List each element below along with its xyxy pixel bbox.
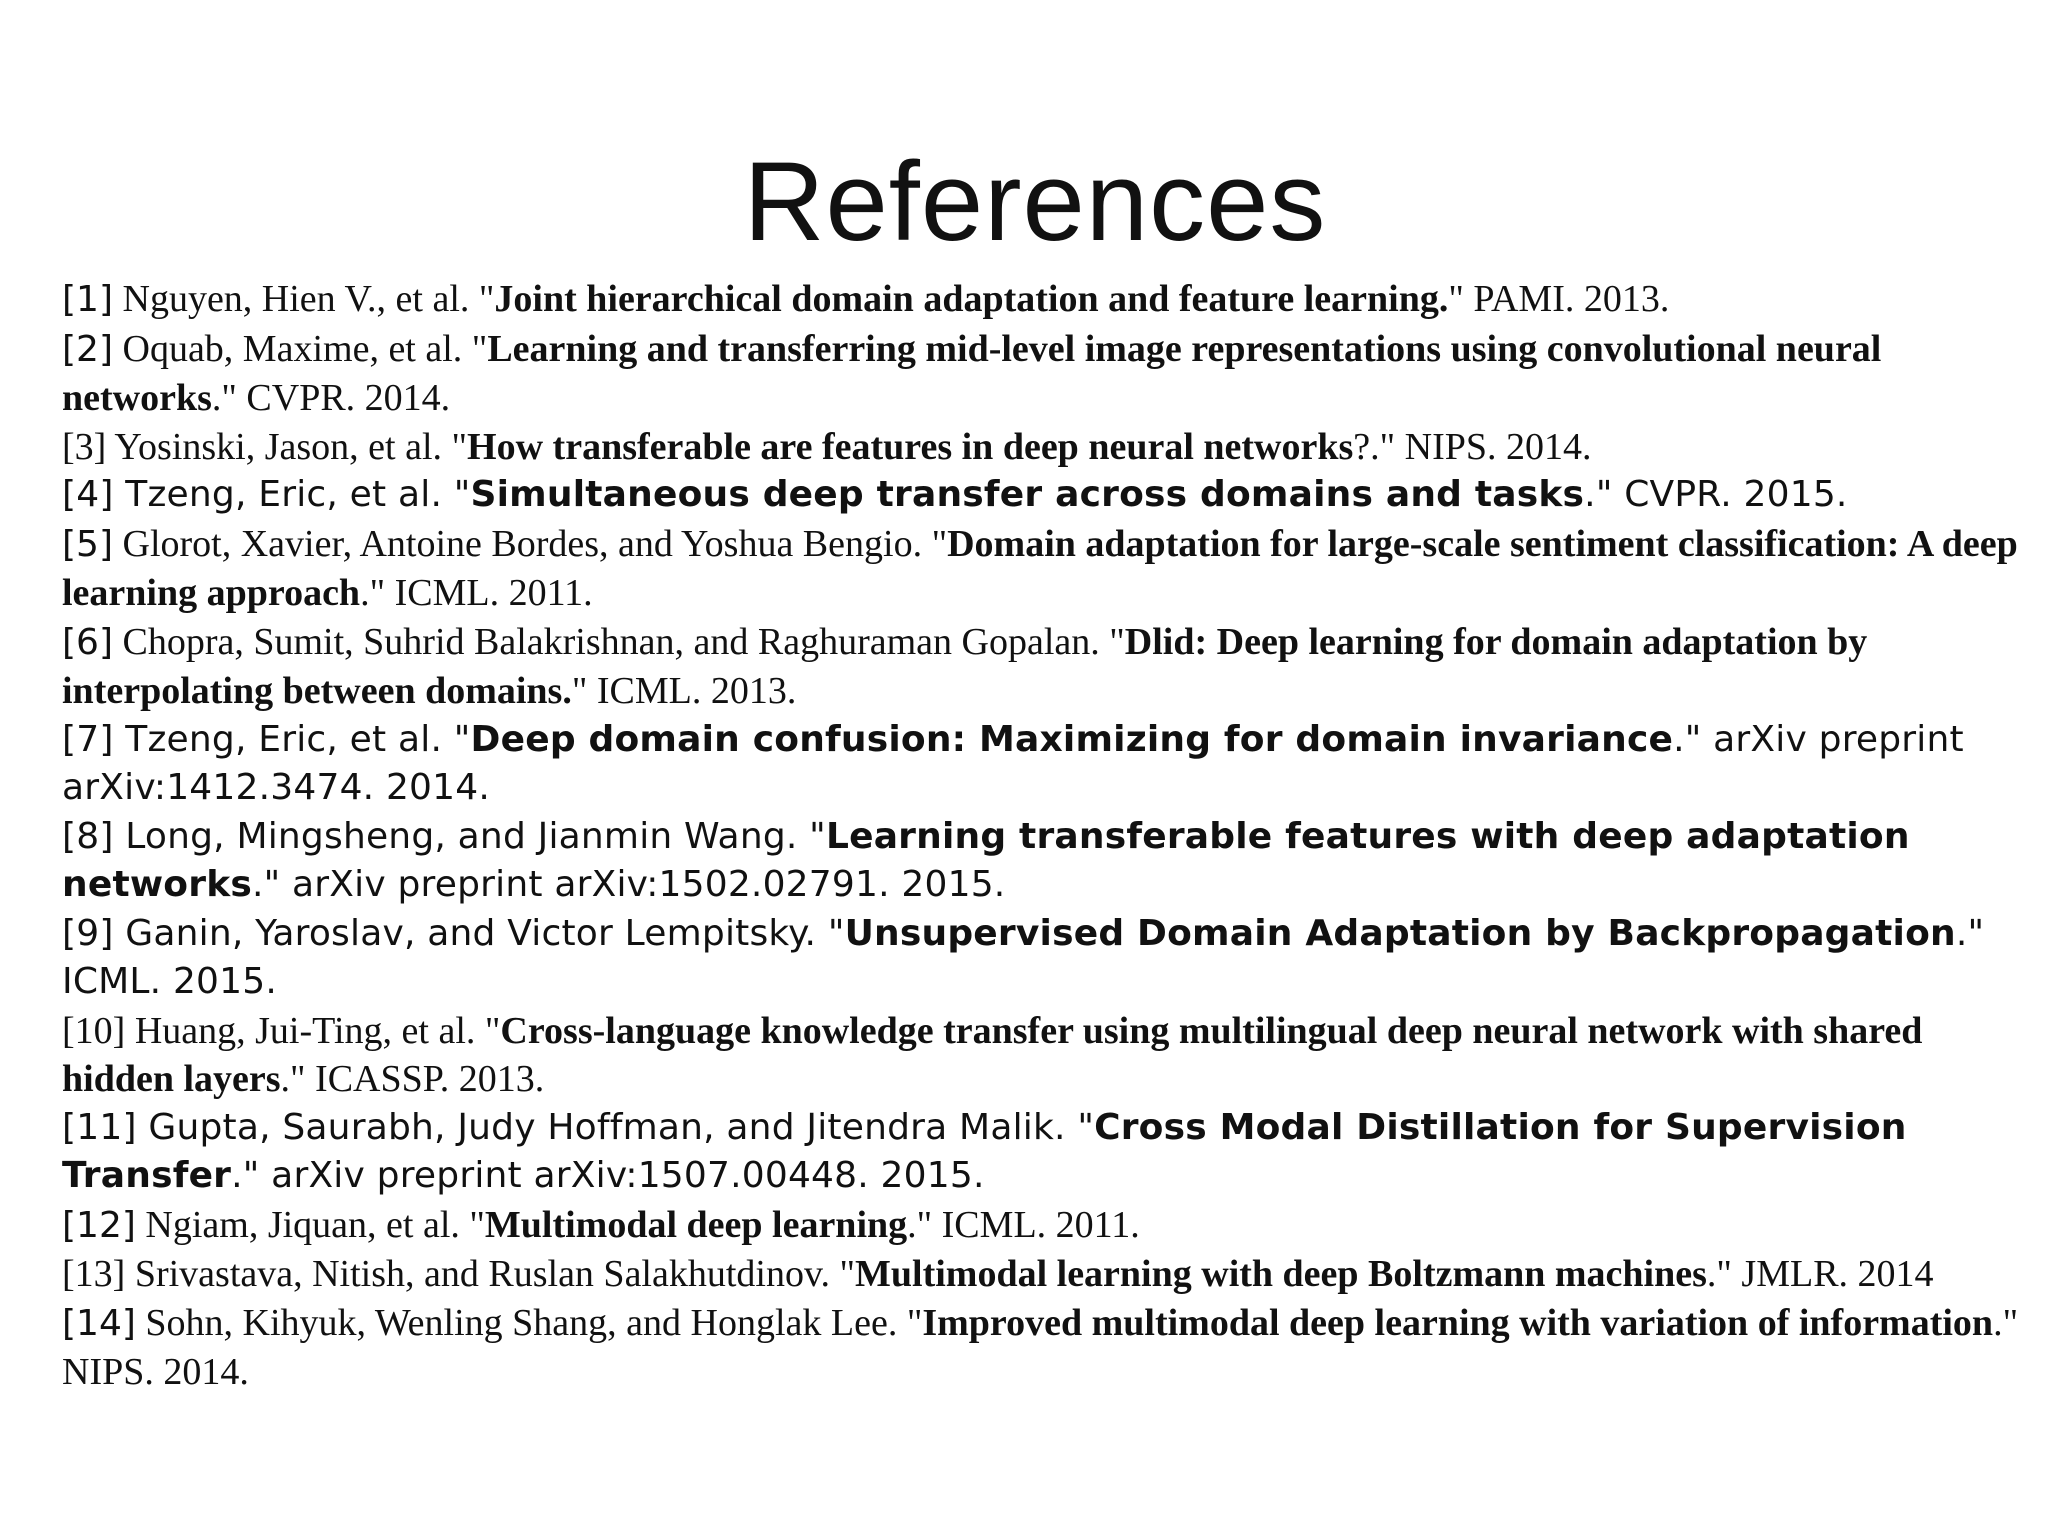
reference-item-7 xyxy=(62,716,2022,813)
reference-venue: " PAMI. 2013. xyxy=(1448,278,1670,320)
reference-authors: Nguyen, Hien V., et al. " xyxy=(113,278,495,320)
reference-item-13 xyxy=(62,1250,2022,1299)
reference-authors: Tzeng, Eric, et al. " xyxy=(113,474,471,515)
reference-number: [5] xyxy=(62,523,113,565)
reference-number: [11] xyxy=(62,1106,137,1148)
reference-item-14 xyxy=(62,1299,2022,1397)
reference-number: [8] xyxy=(62,815,114,857)
reference-venue: ." JMLR. 2014 xyxy=(1706,1253,1934,1295)
reference-authors: Yosinski, Jason, et al. " xyxy=(106,425,468,468)
reference-venue: ." CVPR. 2014. xyxy=(211,377,451,419)
reference-venue: ." arXiv preprint arXiv:1502.02791. 2015. xyxy=(251,864,1006,905)
reference-item-1 xyxy=(62,275,2022,325)
reference-title: Learning and transferring mid-level image representations using convolutional neural networks xyxy=(62,327,1882,419)
reference-number: [9] xyxy=(62,912,114,954)
reference-venue: ?." NIPS. 2014. xyxy=(1353,425,1592,468)
reference-item-2 xyxy=(62,325,2022,423)
reference-item-5 xyxy=(62,520,2022,618)
reference-venue: ." ICML. 2011. xyxy=(360,572,593,614)
reference-item-4 xyxy=(62,471,2022,520)
reference-authors: Tzeng, Eric, et al. " xyxy=(113,718,471,760)
slide-title: References xyxy=(743,139,1327,264)
reference-item-9 xyxy=(62,910,2022,1007)
reference-title: Multimodal learning with deep Boltzmann machines xyxy=(855,1253,1707,1295)
reference-title: Simultaneous deep transfer across domains and tasks xyxy=(470,474,1585,515)
reference-title: Deep domain confusion: Maximizing for domain invariance xyxy=(470,718,1674,760)
reference-title: Dlid: Deep learning for domain adaptation by interpolating between domains. xyxy=(62,620,1868,712)
reference-item-6 xyxy=(62,618,2022,716)
reference-authors: Srivastava, Nitish, and Ruslan Salakhutdinov. " xyxy=(125,1253,856,1295)
reference-venue: ." arXiv preprint arXiv:1507.00448. 2015. xyxy=(231,1155,985,1196)
reference-item-11 xyxy=(62,1104,2022,1201)
reference-venue: ." ICML. 2011. xyxy=(907,1203,1140,1246)
reference-item-3 xyxy=(62,423,2022,472)
reference-venue: ." ICASSP. 2013. xyxy=(280,1058,545,1100)
reference-number: [7] xyxy=(62,718,114,760)
reference-number: [14] xyxy=(62,1302,136,1344)
reference-authors: Huang, Jui-Ting, et al. " xyxy=(125,1009,501,1052)
reference-list xyxy=(62,275,2022,1397)
reference-authors: Chopra, Sumit, Suhrid Balakrishnan, and Raghuraman Gopalan. " xyxy=(113,620,1125,663)
reference-title: Cross Modal Distillation for Supervision Transfer xyxy=(62,1106,1907,1196)
reference-authors: Ngiam, Jiquan, et al. " xyxy=(135,1203,485,1246)
reference-title: Cross-language knowledge transfer using multilingual deep neural network with shared hidden layers xyxy=(62,1009,1923,1100)
reference-item-10 xyxy=(62,1007,2022,1104)
reference-item-12 xyxy=(62,1201,2022,1251)
reference-venue: ." NIPS. 2014. xyxy=(62,1301,2019,1393)
reference-title: Joint hierarchical domain adaptation and feature learning. xyxy=(494,278,1449,320)
reference-venue: ." CVPR. 2015. xyxy=(1584,474,1848,515)
reference-authors: Ganin, Yaroslav, and Victor Lempitsky. " xyxy=(113,912,845,954)
reference-title: Learning transferable features with deep adaptation networks xyxy=(62,815,1910,905)
reference-number: [13] xyxy=(62,1253,126,1295)
reference-number: [12] xyxy=(62,1204,136,1246)
reference-venue: " ICML. 2013. xyxy=(571,670,797,712)
reference-venue: ." ICML. 2015. xyxy=(62,912,1985,1002)
reference-authors: Gupta, Saurabh, Judy Hoffman, and Jitendra Malik. " xyxy=(136,1106,1095,1148)
reference-title: Multimodal deep learning xyxy=(484,1203,908,1246)
reference-authors: Long, Mingsheng, and Jianmin Wang. " xyxy=(113,815,826,857)
reference-item-8 xyxy=(62,813,2022,910)
reference-title: How transferable are features in deep neural networks xyxy=(467,425,1354,468)
reference-authors: Glorot, Xavier, Antoine Bordes, and Yoshua Bengio. " xyxy=(113,522,948,565)
reference-number: [1] xyxy=(62,279,113,320)
reference-authors: Sohn, Kihyuk, Wenling Shang, and Honglak Lee. " xyxy=(135,1301,923,1344)
reference-number: [4] xyxy=(62,474,114,515)
reference-title: Unsupervised Domain Adaptation by Backpropagation xyxy=(844,912,1956,954)
reference-authors: Oquab, Maxime, et al. " xyxy=(113,327,488,370)
reference-number: [10] xyxy=(62,1009,126,1052)
reference-number: [2] xyxy=(62,328,113,370)
reference-number: [3] xyxy=(62,425,107,468)
reference-number: [6] xyxy=(62,621,113,663)
reference-title: Improved multimodal deep learning with variation of information xyxy=(922,1301,1994,1344)
reference-title: Domain adaptation for large-scale sentiment classification: A deep learning approach xyxy=(62,522,2018,614)
reference-venue: ." arXiv preprint arXiv:1412.3474. 2014. xyxy=(62,718,1964,808)
